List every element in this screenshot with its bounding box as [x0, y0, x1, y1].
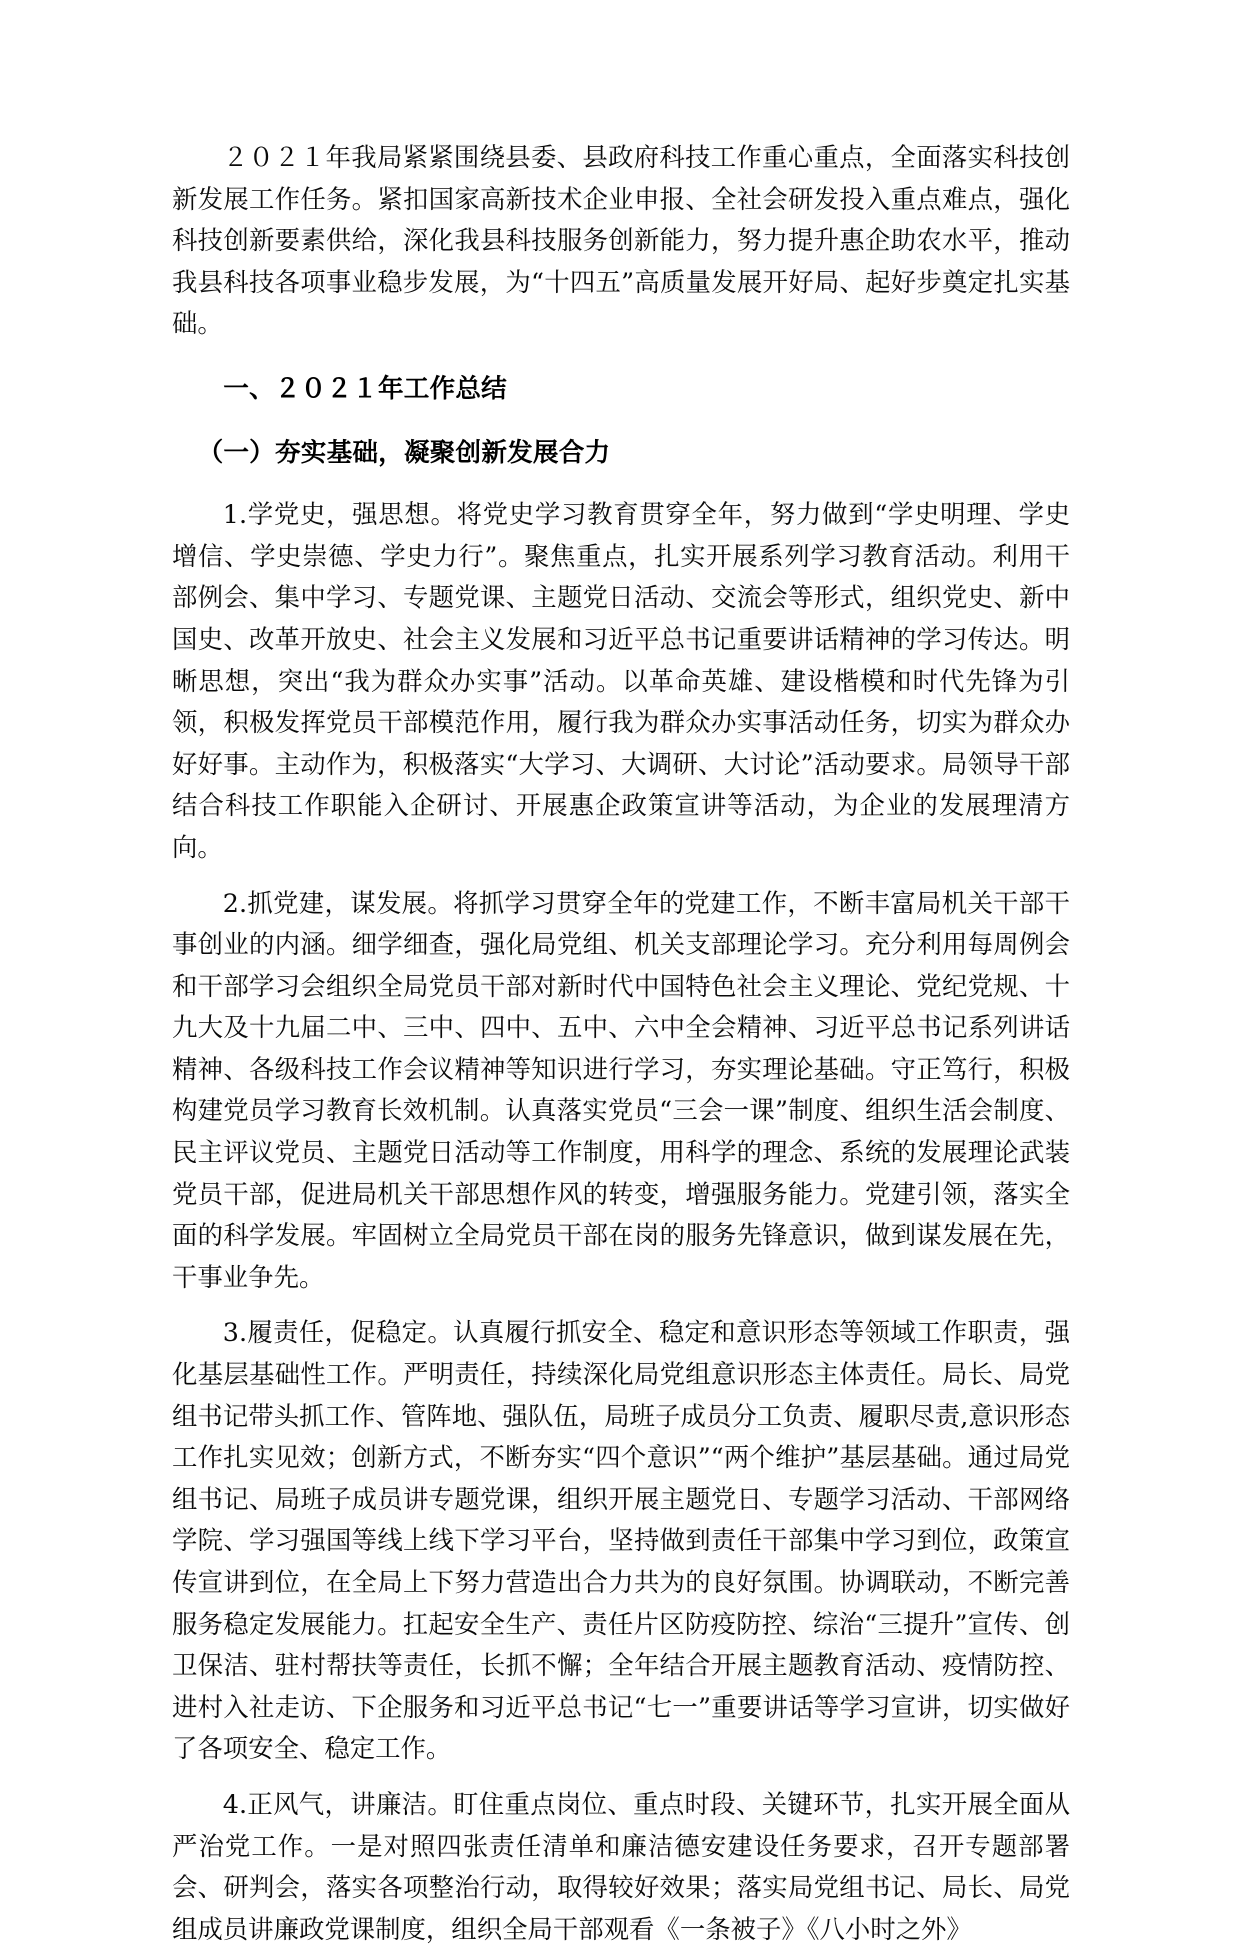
- subsection-heading-strengthen-foundation: （一）夯实基础，凝聚创新发展合力: [197, 437, 611, 468]
- intro-paragraph: ２０２１年我局紧紧围绕县委、县政府科技工作重心重点，全面落实科技创新发展工作任务。紧扣国家高新技术企业申报、全社会研发投入重点难点，强化科技创新要素供给，深化我县科技服务创新能力，努力提升惠企助农水平，推动我县科技各项事业稳步发展，为“十四五”高质量发展开好局、起好步奠定扎实基础。: [172, 142, 1070, 339]
- section-heading-work-summary-2021: 一、２０２１年工作总结: [223, 373, 507, 404]
- document-body: [172, 137, 1070, 1950]
- numbered-item-4-integrity: 4.正风气，讲廉洁。盯住重点岗位、重点时段、关键环节，扎实开展全面从严治党工作。一是对照四张责任清单和廉洁德安建设任务要求，召开专题部署会、研判会，落实各项整治行动，取得较好效果；落实局党组书记、局长、局党组成员讲廉政党课制度，组织全局干部观看《一条被子》《八小时之外》: [172, 1788, 1070, 1944]
- numbered-item-3-responsibility-stability: 3.履责任，促稳定。认真履行抓安全、稳定和意识形态等领域工作职责，强化基层基础性工作。严明责任，持续深化局党组意识形态主体责任。局长、局党组书记带头抓工作、管阵地、强队伍，局班子成员分工负责、履职尽责,意识形态工作扎实见效；创新方式，不断夯实“四个意识”“两个维护”基层基础。通过局党组书记、局班子成员讲专题党课，组织开展主题党日、专题学习活动、干部网络学院、学习强国等线上线下学习平台，坚持做到责任干部集中学习到位，政策宣传宣讲到位，在全局上下努力营造出合力共为的良好氛围。协调联动，不断完善服务稳定发展能力。扛起安全生产、责任片区防疫防控、综治“三提升”宣传、创卫保洁、驻村帮扶等责任，长抓不懈；全年结合开展主题教育活动、疫情防控、进村入社走访、下企服务和习近平总书记“七一”重要讲话等学习宣讲，切实做好了各项安全、稳定工作。: [172, 1317, 1070, 1764]
- numbered-item-2-party-building: 2.抓党建，谋发展。将抓学习贯穿全年的党建工作，不断丰富局机关干部干事创业的内涵。细学细查，强化局党组、机关支部理论学习。充分利用每周例会和干部学习会组织全局党员干部对新时代中国特色社会主义理论、党纪党规、十九大及十九届二中、三中、四中、五中、六中全会精神、习近平总书记系列讲话精神、各级科技工作会议精神等知识进行学习，夯实理论基础。守正笃行，积极构建党员学习教育长效机制。认真落实党员“三会一课”制度、组织生活会制度、民主评议党员、主题党日活动等工作制度，用科学的理念、系统的发展理论武装党员干部，促进局机关干部思想作风的转变，增强服务能力。党建引领，落实全面的科学发展。牢固树立全局党员干部在岗的服务先锋意识，做到谋发展在先，干事业争先。: [172, 887, 1070, 1292]
- numbered-item-1-study-party-history: 1.学党史，强思想。将党史学习教育贯穿全年，努力做到“学史明理、学史增信、学史崇德、学史力行”。聚焦重点，扎实开展系列学习教育活动。利用干部例会、集中学习、专题党课、主题党日活动、交流会等形式，组织党史、新中国史、改革开放史、社会主义发展和习近平总书记重要讲话精神的学习传达。明晰思想，突出“我为群众办实事”活动。以革命英雄、建设楷模和时代先锋为引领，积极发挥党员干部模范作用，履行我为群众办实事活动任务，切实为群众办好好事。主动作为，积极落实“大学习、大调研、大讨论”活动要求。局领导干部结合科技工作职能入企研讨、开展惠企政策宣讲等活动，为企业的发展理清方向。: [172, 499, 1070, 862]
